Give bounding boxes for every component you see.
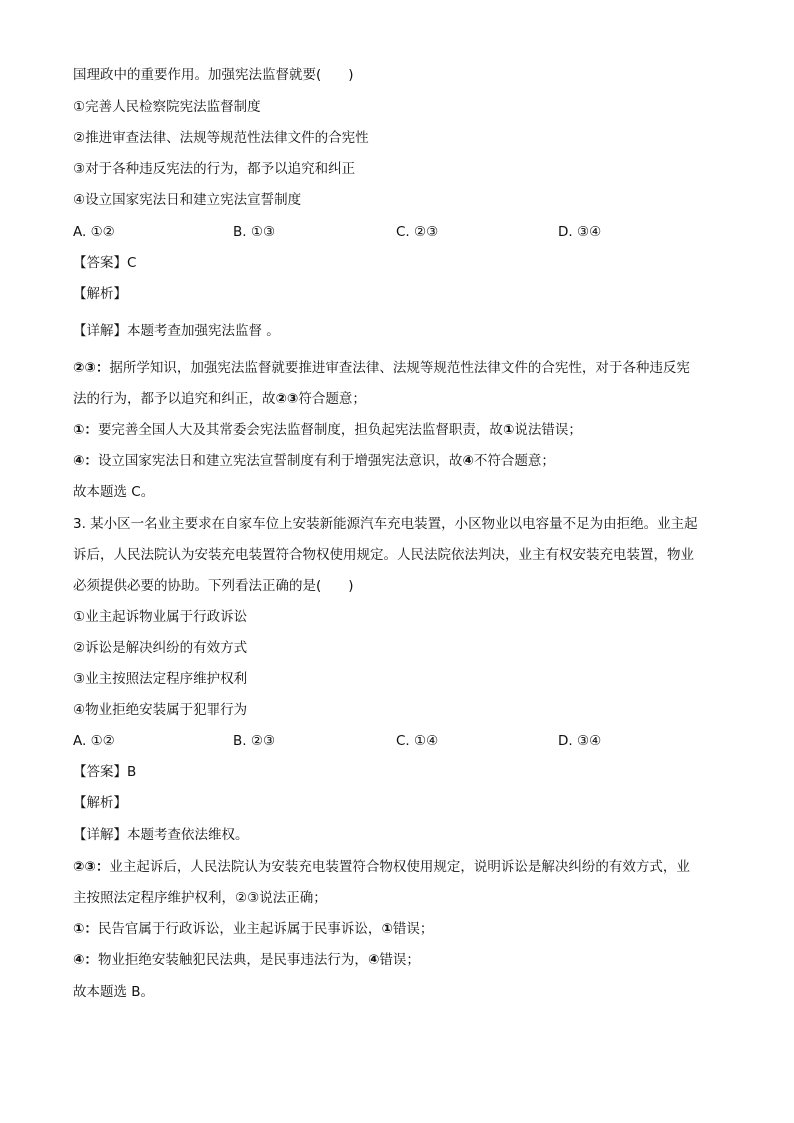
q2-detail-text: 本题考查加强宪法监督 。 [127,323,280,339]
q3-stem-line-1: 3. 某小区一名业主要求在自家车位上安装新能源汽车充电装置，小区物业以电容量不足为由拒绝。业主起 [73,516,698,532]
q2-exp2-mark: ①： [73,422,98,438]
q2-answer [73,254,136,272]
q3-exp1-mark: ②③： [73,859,110,875]
q3-detail-text: 本题考查依法维权。 [127,827,249,843]
q2-exp1-line1: 据所学知识，加强宪法监督就要推进审查法律、法规等规范性法律文件的合宪性，对于各种违反宪 [109,360,690,376]
q2-exp3-a: 设立国家宪法日和建立宪法宣誓制度有利于增强宪法意识，故 [97,453,463,469]
q2-stem-tail: 国理政中的重要作用。加强宪法监督就要( ) [73,67,354,83]
q2-answer-label: 【答案】 [73,255,127,271]
q2-exp1-mark: ②③： [73,360,110,376]
q3-option-d: D. ③④ [558,733,602,749]
q3-exp3-a: 物业拒绝安装触犯民法典，是民事违法行为， [97,952,368,968]
q3-explanation-2 [73,920,433,938]
q3-explanation-3 [73,951,420,969]
q3-item-4: ④物业拒绝安装属于犯罪行为 [73,702,248,718]
q2-explanation-1-line-1 [73,359,690,377]
q3-conclusion: 故本题选 B。 [73,984,155,1000]
q2-explanation-2 [73,421,582,439]
q3-detail [73,826,249,844]
q2-explanation-3 [73,452,555,470]
q2-exp2-b: ① [502,422,515,438]
q2-item-2: ②推进审查法律、法规等规范性法律文件的合宪性 [73,130,369,146]
q3-stem-line-2: 诉后，人民法院认为安装充电装置符合物权使用规定。人民法院依法判决，业主有权安装充电装置，物业 [73,547,694,563]
q2-exp2-a: 要完善全国人大及其常委会宪法监督制度，担负起宪法监督职责，故 [97,422,503,438]
q3-explanation-1-line-2: 主按照法定程序维护权利，②③说法正确； [73,890,327,906]
q3-answer-value: B [127,764,137,780]
q3-analysis-label: 【解析】 [73,795,127,811]
q3-item-1: ①业主起诉物业属于行政诉讼 [73,609,248,625]
q3-item-3: ③业主按照法定程序维护权利 [73,671,248,687]
q3-option-b: B. ②③ [233,733,276,749]
q2-exp1-line2c: 符合题意； [298,391,366,407]
q2-option-d: D. ③④ [558,224,602,240]
q2-explanation-1-line-2 [73,390,366,408]
q3-option-a: A. ①② [73,733,115,749]
q2-item-4: ④设立国家宪法日和建立宪法宣誓制度 [73,192,302,208]
q3-exp2-mark: ①： [73,921,98,937]
q3-exp2-b: ① [381,921,393,937]
q2-conclusion: 故本题选 C。 [73,484,155,500]
q2-item-3: ③对于各种违反宪法的行为，都予以追究和纠正 [73,161,356,177]
q2-exp1-line2b: ②③ [275,391,299,407]
q3-exp2-c: 错误； [392,921,434,937]
q2-detail [73,322,280,340]
q3-exp3-b: ④ [367,952,380,968]
q2-exp3-mark: ④： [73,453,98,469]
q3-answer [73,763,136,781]
q3-answer-label: 【答案】 [73,764,127,780]
q2-option-c: C. ②③ [396,224,439,240]
q2-detail-label: 【详解】 [73,323,127,339]
q2-exp3-c: 不符合题意； [473,453,555,469]
q3-exp3-c: 错误； [379,952,420,968]
q3-exp2-a: 民告官属于行政诉讼，业主起诉属于民事诉讼， [97,921,382,937]
q3-stem-line-3: 必须提供必要的协助。下列看法正确的是( ) [73,578,354,594]
q2-option-a: A. ①② [73,224,115,240]
q3-exp1-line1: 业主起诉后，人民法院认为安装充电装置符合物权使用规定，说明诉讼是解决纠纷的有效方式，业 [109,859,690,875]
q2-option-b: B. ①③ [233,224,276,240]
q2-exp2-c: 说法错误； [514,422,582,438]
q3-explanation-1-line-1 [73,858,690,876]
q2-answer-value: C [127,255,137,271]
q2-exp1-line2a: 法的行为，都予以追究和纠正，故 [73,391,276,407]
q2-exp3-b: ④ [462,453,474,469]
q2-item-1: ①完善人民检察院宪法监督制度 [73,99,261,115]
q3-item-2: ②诉讼是解决纠纷的有效方式 [73,640,248,656]
q3-exp3-mark: ④： [73,952,98,968]
q3-detail-label: 【详解】 [73,827,127,843]
q3-option-c: C. ①④ [396,733,439,749]
q2-analysis-label: 【解析】 [73,286,127,302]
